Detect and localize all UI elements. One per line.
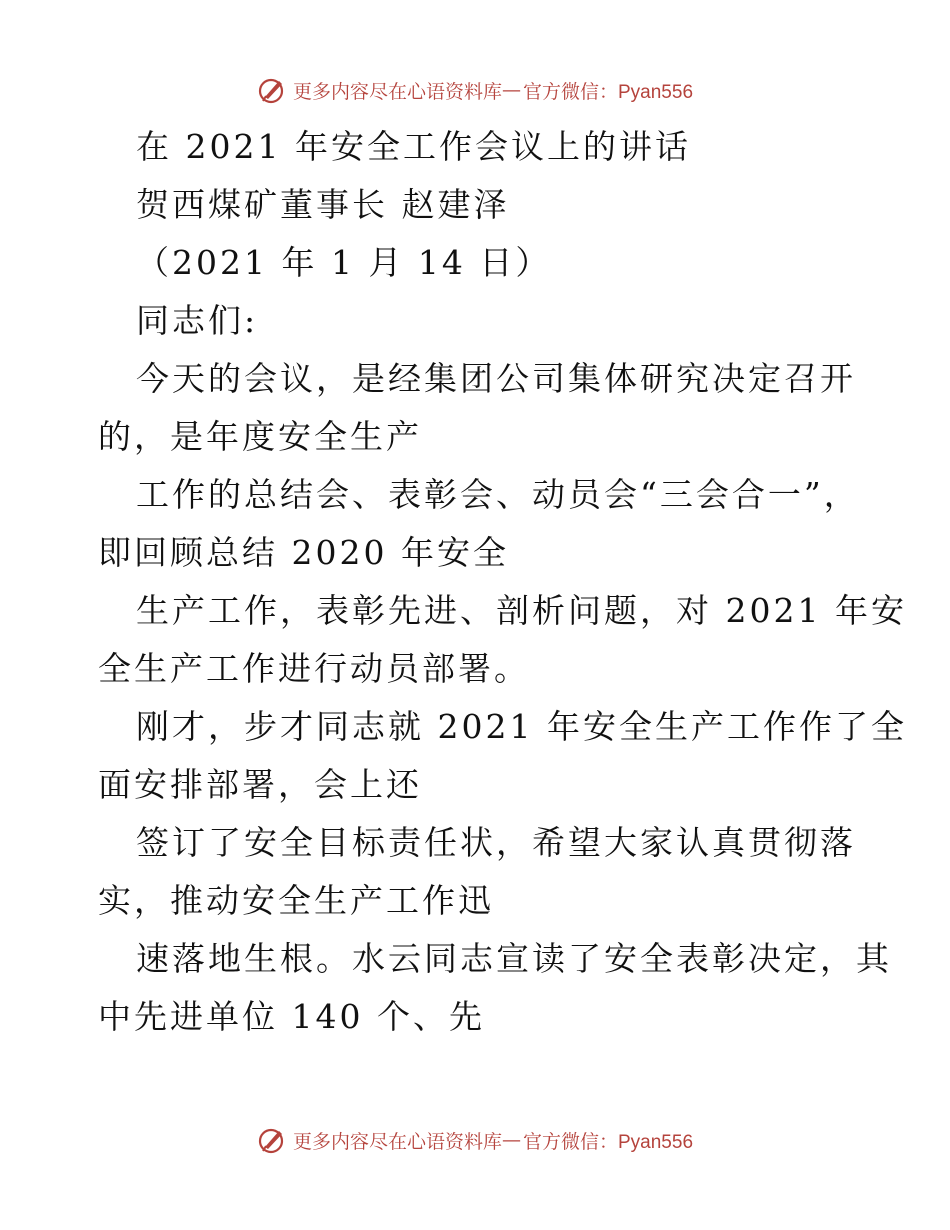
quill-logo-icon	[257, 75, 287, 105]
quill-logo-icon	[257, 1125, 287, 1155]
watermark-wechat: 官方微信：Pyan556	[523, 1131, 694, 1153]
paragraph-line: 中先进单位 140 个、先	[98, 997, 485, 1036]
watermark-text: 更多内容尽在心语资料库	[292, 1130, 502, 1153]
watermark-header	[0, 70, 950, 110]
watermark-wechat: 官方微信：Pyan556	[523, 81, 694, 103]
speech-title: 在 2021 年安全工作会议上的讲话	[136, 127, 691, 166]
paragraph-line: 今天的会议，是经集团公司集体研究决定召开	[136, 359, 856, 398]
paragraph-line: 全生产工作进行动员部署。	[98, 649, 530, 688]
paragraph-line: 工作的总结会、表彰会、动员会“三会合一”，	[136, 475, 860, 514]
salutation: 同志们:	[136, 301, 259, 340]
watermark-text: 更多内容尽在心语资料库	[292, 80, 502, 103]
paragraph-line: 刚才，步才同志就 2021 年安全生产工作作了全	[136, 707, 907, 746]
speaker-line: 贺西煤矿董事长 赵建泽	[136, 185, 510, 224]
paragraph-line: 实，推动安全生产工作迅	[98, 881, 494, 920]
paragraph-line: 生产工作，表彰先进、剖析问题，对 2021 年安	[136, 591, 907, 630]
paragraph-line: 的，是年度安全生产	[98, 417, 422, 456]
paragraph-line: 即回顾总结 2020 年安全	[98, 533, 509, 572]
paragraph-line: 面安排部署，会上还	[98, 765, 422, 804]
paragraph-line: 签订了安全目标责任状，希望大家认真贯彻落	[136, 823, 856, 862]
date-line: （2021 年 1 月 14 日）	[136, 243, 552, 282]
watermark-footer	[0, 1120, 950, 1160]
watermark-separator: —	[502, 79, 521, 101]
document-body	[98, 118, 907, 1046]
paragraph-line: 速落地生根。水云同志宣读了安全表彰决定，其	[136, 939, 892, 978]
watermark-separator: —	[502, 1129, 521, 1151]
